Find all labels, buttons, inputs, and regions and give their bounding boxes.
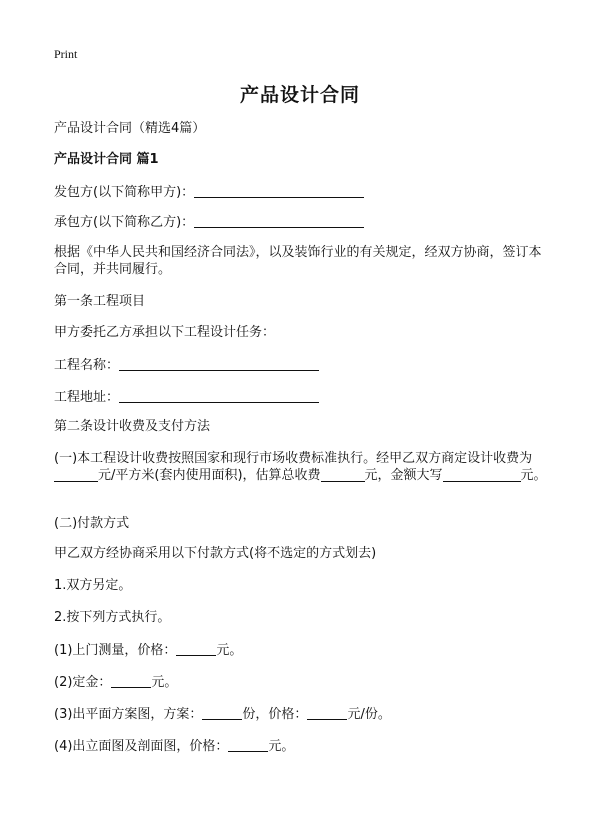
payment-item-4 [54, 738, 550, 755]
payment-desc: 甲乙双方经协商采用以下付款方式(将不选定的方式划去) [54, 546, 377, 561]
fee-text-4: 元。 [520, 468, 547, 483]
payment-item-1 [54, 642, 550, 659]
fee-text-1: (一)本工程设计收费按照国家和现行市场收费标准执行。经甲乙双方商定设计收费为 [54, 451, 533, 466]
party-a-row [54, 184, 550, 201]
print-link[interactable]: Print [54, 47, 78, 61]
project-name-label: 工程名称： [54, 358, 120, 373]
payment-title: (二)付款方式 [54, 516, 130, 531]
party-b-label: 承包方(以下简称乙方)： [54, 215, 195, 230]
item2-label: (2)定金： [54, 675, 112, 690]
item3-copies-blank [202, 706, 242, 720]
item3-price-blank [307, 706, 347, 720]
fee-total-blank [321, 468, 365, 482]
item1-label: (1)上门测量，价格： [54, 643, 177, 658]
fee-paragraph [54, 450, 550, 484]
party-b-blank [194, 214, 364, 228]
project-name-blank [119, 357, 319, 371]
payment-option-2: 2.按下列方式执行。 [54, 610, 171, 625]
document-subtitle: 产品设计合同（精选4篇） [54, 121, 206, 136]
item1-blank [176, 642, 216, 656]
fee-rate-blank [54, 468, 98, 482]
project-name-row [54, 357, 550, 374]
payment-item-2 [54, 674, 550, 691]
party-a-blank [194, 184, 364, 198]
page-title: 产品设计合同 [239, 84, 360, 106]
item2-suffix: 元。 [151, 675, 178, 690]
item4-blank [228, 738, 268, 752]
fee-text-3: 元，金额大写 [364, 468, 443, 483]
party-b-row [54, 214, 550, 231]
article2-title: 第二条设计收费及支付方法 [54, 419, 211, 434]
party-a-label: 发包方(以下简称甲方)： [54, 185, 195, 200]
fee-text-2: 元/平方米(套内使用面积)，估算总收费 [98, 468, 321, 483]
item1-suffix: 元。 [216, 643, 243, 658]
item4-suffix: 元。 [268, 739, 295, 754]
item2-blank [111, 674, 151, 688]
payment-item-3 [54, 706, 550, 723]
item3-mid: 份，价格： [242, 707, 308, 722]
project-address-label: 工程地址： [54, 390, 120, 405]
article1-title: 第一条工程项目 [54, 294, 146, 309]
intro-paragraph: 根据《中华人民共和国经济合同法》，以及装饰行业的有关规定，经双方协商，签订本合同，并共同履行。 [54, 245, 542, 277]
project-address-row [54, 389, 550, 406]
project-address-blank [119, 389, 319, 403]
item3-label: (3)出平面方案图，方案： [54, 707, 203, 722]
article1-task: 甲方委托乙方承担以下工程设计任务： [54, 325, 276, 340]
item3-suffix: 元/份。 [347, 707, 391, 722]
item4-label: (4)出立面图及剖面图，价格： [54, 739, 229, 754]
section-heading: 产品设计合同 篇1 [54, 152, 159, 167]
payment-option-1: 1.双方另定。 [54, 578, 132, 593]
fee-amount-words-blank [443, 468, 521, 482]
